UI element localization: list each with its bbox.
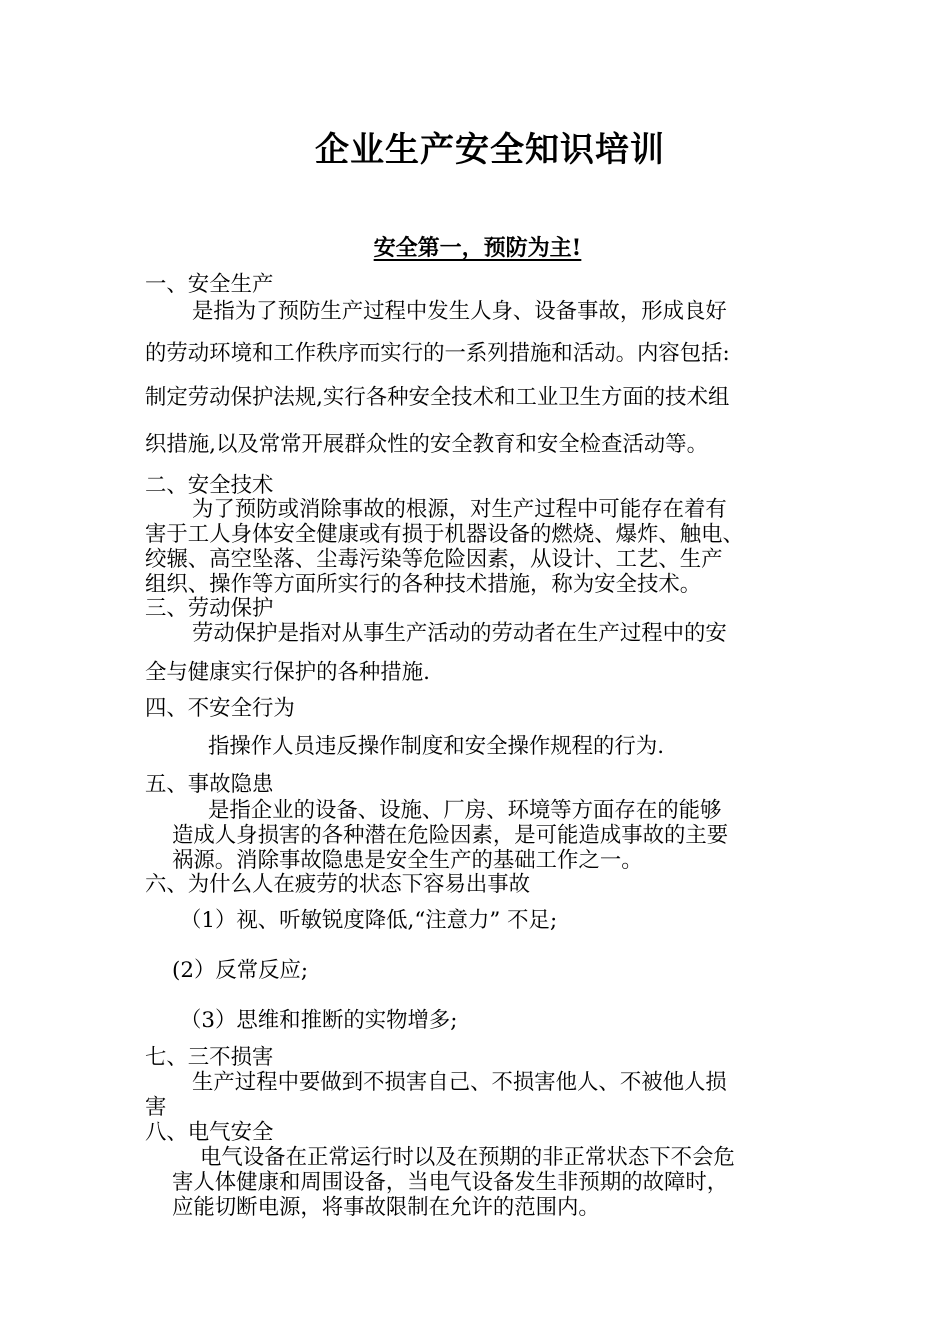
section-3-line-2: 全与健康实行保护的各种措施.	[145, 660, 430, 685]
section-1-line-4: 织措施,以及常常开展群众性的安全教育和安全检查活动等。	[145, 432, 708, 457]
document-subtitle: 安全第一，预防为主!	[373, 235, 582, 261]
section-heading-1: 一、安全生产	[145, 272, 274, 297]
section-heading-4: 四、不安全行为	[145, 696, 295, 721]
section-heading-5: 五、事故隐患	[145, 772, 274, 797]
section-3-line-1: 劳动保护是指对从事生产活动的劳动者在生产过程中的安	[192, 621, 727, 646]
section-2-line-3: 绞辗、高空坠落、尘毒污染等危险因素，从设计、工艺、生产	[145, 547, 723, 572]
section-5-line-2: 造成人身损害的各种潜在危险因素，是可能造成事故的主要	[172, 823, 729, 848]
section-heading-2: 二、安全技术	[145, 473, 274, 498]
section-5-line-1: 是指企业的设备、设施、厂房、环境等方面存在的能够	[208, 798, 722, 823]
section-8-line-3: 应能切断电源，将事故限制在允许的范围内。	[172, 1195, 600, 1220]
section-8-line-1: 电气设备在正常运行时以及在预期的非正常状态下不会危	[200, 1145, 735, 1170]
section-8-line-2: 害人体健康和周围设备，当电气设备发生非预期的故障时，	[172, 1170, 729, 1195]
section-1-line-1: 是指为了预防生产过程中发生人身、设备事故，形成良好	[192, 299, 727, 324]
section-2-line-4: 组织、操作等方面所实行的各种技术措施，称为安全技术。	[145, 572, 702, 597]
document-title: 企业生产安全知识培训	[315, 130, 665, 170]
section-heading-6: 六、为什么人在疲劳的状态下容易出事故	[145, 872, 531, 897]
section-4-line-1: 指操作人员违反操作制度和安全操作规程的行为.	[208, 734, 665, 759]
section-5-line-3: 祸源。消除事故隐患是安全生产的基础工作之一。	[172, 848, 643, 873]
section-heading-8: 八、电气安全	[145, 1120, 274, 1145]
section-heading-3: 三、劳动保护	[145, 596, 274, 621]
section-1-line-2: 的劳动环境和工作秩序而实行的一系列措施和活动。内容包括:	[145, 341, 730, 366]
section-7-line-1: 生产过程中要做到不损害自己、不损害他人、不被他人损	[192, 1070, 727, 1095]
section-heading-7: 七、三不损害	[145, 1045, 274, 1070]
section-6-item-2: (2）反常反应;	[172, 958, 309, 983]
section-2-line-2: 害于工人身体安全健康或有损于机器设备的燃烧、爆炸、触电、	[145, 522, 744, 547]
section-1-line-3: 制定劳动保护法规,实行各种安全技术和工业卫生方面的技术组	[145, 385, 730, 410]
section-2-line-1: 为了预防或消除事故的根源，对生产过程中可能存在着有	[192, 497, 727, 522]
section-6-item-1: （1）视、听敏锐度降低,“注意力” 不足;	[180, 908, 558, 933]
section-7-line-2: 害	[145, 1095, 167, 1120]
section-6-item-3: （3）思维和推断的实物增多;	[180, 1008, 458, 1033]
